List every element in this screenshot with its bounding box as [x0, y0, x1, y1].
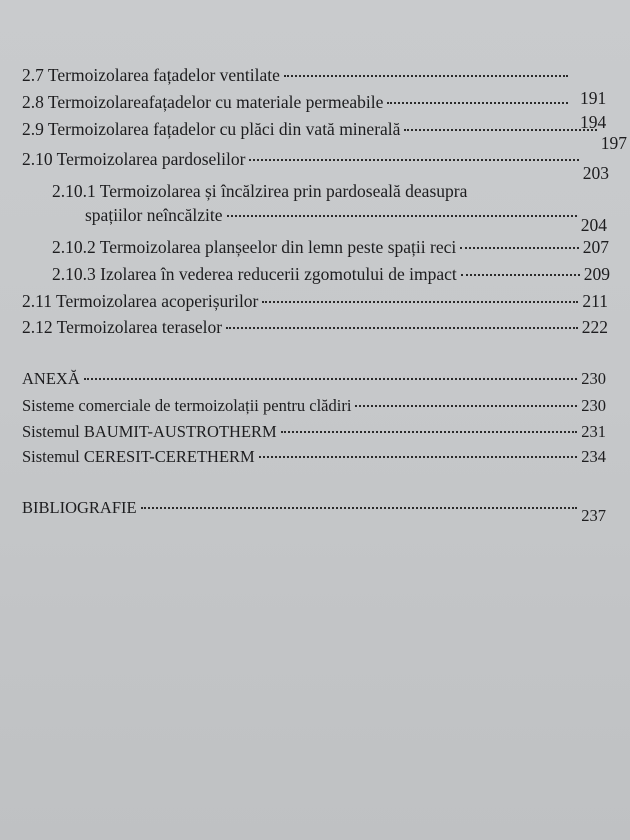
dot-leader [355, 405, 577, 407]
dot-leader [226, 327, 578, 329]
toc-entry [22, 316, 608, 338]
annex-entry [22, 446, 606, 468]
annex-entry [22, 395, 606, 417]
annex-entry-title: Sistemul CERESIT-CERETHERM [22, 447, 255, 466]
toc-entry [22, 148, 609, 183]
dot-leader [84, 378, 578, 380]
toc-entry-page: 194 [580, 112, 607, 132]
annex-entry-page: 230 [581, 369, 606, 388]
dot-leader [461, 274, 580, 276]
bibliography-heading: BIBLIOGRAFIE [22, 498, 137, 517]
toc-entry-title: 2.8 Termoizolareafațadelor cu materiale permeabile [22, 92, 384, 112]
toc-entry-title: 2.9 Termoizolarea fațadelor cu plăci din vată minerală [22, 119, 401, 139]
annex-entry-title: Sisteme comerciale de termoizolații pentru clădiri [22, 396, 352, 415]
toc-entry [52, 236, 609, 258]
toc-entry [22, 290, 608, 312]
toc-entry-page: 204 [580, 215, 607, 235]
annex-entry-title: Sistemul BAUMIT-AUSTROTHERM [22, 422, 277, 441]
annex-entry [22, 368, 606, 390]
bibliography-entry [22, 497, 606, 525]
toc-entry [52, 263, 610, 285]
dot-leader [249, 159, 578, 161]
toc-entry [22, 118, 627, 153]
toc-entry-page: 191 [580, 88, 607, 108]
dot-leader [262, 301, 578, 303]
toc-entry-title: 2.11 Termoizolarea acoperișurilor [22, 291, 259, 311]
toc-entry-page: 207 [582, 237, 609, 257]
dot-leader [404, 129, 596, 131]
annex-entry-page: 231 [581, 422, 606, 441]
dot-leader [227, 215, 577, 217]
bibliography-page: 237 [581, 506, 606, 525]
toc-entry-title: 2.12 Termoizolarea teraselor [22, 317, 223, 337]
toc-entry [22, 91, 572, 113]
annex-entry [22, 421, 606, 443]
annex-heading: ANEXĂ [22, 369, 80, 388]
toc-entry-page: 203 [582, 163, 609, 183]
toc-entry-title: 2.10 Termoizolarea pardoselilor [22, 149, 246, 169]
toc-entry-title-line1: 2.10.1 Termoizolarea și încălzirea prin pardoseală deasupra [52, 181, 468, 201]
dot-leader [460, 247, 579, 249]
annex-entry-page: 230 [581, 396, 606, 415]
dot-leader [259, 456, 578, 458]
dot-leader [387, 102, 568, 104]
toc-entry [22, 64, 572, 86]
toc-entry-page: 209 [583, 264, 610, 284]
annex-entry-page: 234 [581, 447, 606, 466]
dot-leader [284, 75, 568, 77]
toc-entry [85, 204, 607, 235]
dot-leader [281, 431, 578, 433]
toc-entry-title: 2.7 Termoizolarea fațadelor ventilate [22, 65, 280, 85]
toc-entry-page: 222 [581, 317, 608, 337]
toc-entry-title: 2.10.2 Termoizolarea planșeelor din lemn peste spații reci [52, 237, 457, 257]
dot-leader [141, 507, 578, 509]
toc-entry-title: spațiilor neîncălzite [85, 205, 223, 225]
toc-entry-page: 197 [600, 133, 627, 153]
toc-entry-title: 2.10.3 Izolarea în vederea reducerii zgomotului de impact [52, 264, 457, 284]
toc-entry-page: 211 [582, 291, 608, 311]
